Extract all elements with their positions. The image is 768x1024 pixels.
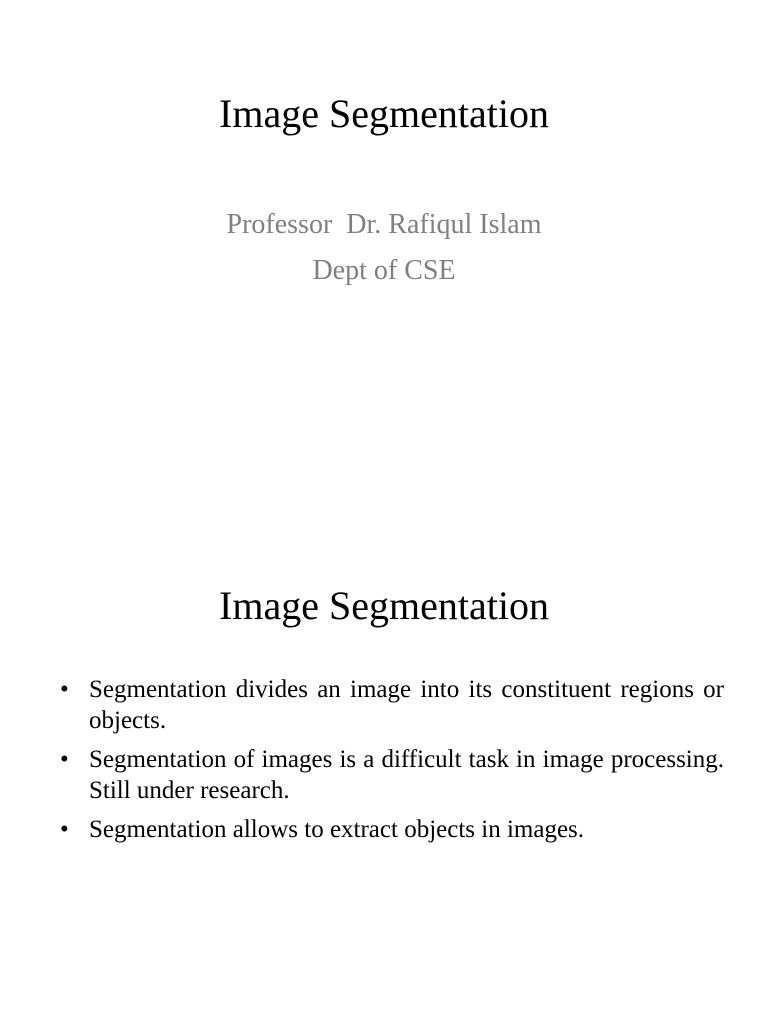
list-item	[60, 814, 724, 845]
author-name: Professor Dr. Rafiqul Islam	[226, 209, 542, 240]
bullet-text: Segmentation divides an image into its constituent regions or objects.	[89, 676, 724, 734]
bullet-text: Segmentation of images is a difficult task in image processing. Still under research.	[89, 746, 724, 804]
bullet-list	[60, 674, 724, 853]
slide-title: Image Segmentation	[219, 91, 549, 136]
slide-subtitle	[0, 202, 768, 294]
list-item	[60, 744, 724, 806]
bullet-icon: •	[60, 676, 69, 703]
bullet-icon: •	[60, 746, 69, 773]
bullet-icon: •	[60, 816, 69, 843]
slide-title: Image Segmentation	[219, 583, 549, 628]
department: Dept of CSE	[312, 255, 456, 286]
list-item	[60, 674, 724, 736]
bullet-text: Segmentation allows to extract objects in images.	[89, 816, 585, 843]
content-slide	[0, 512, 768, 1024]
